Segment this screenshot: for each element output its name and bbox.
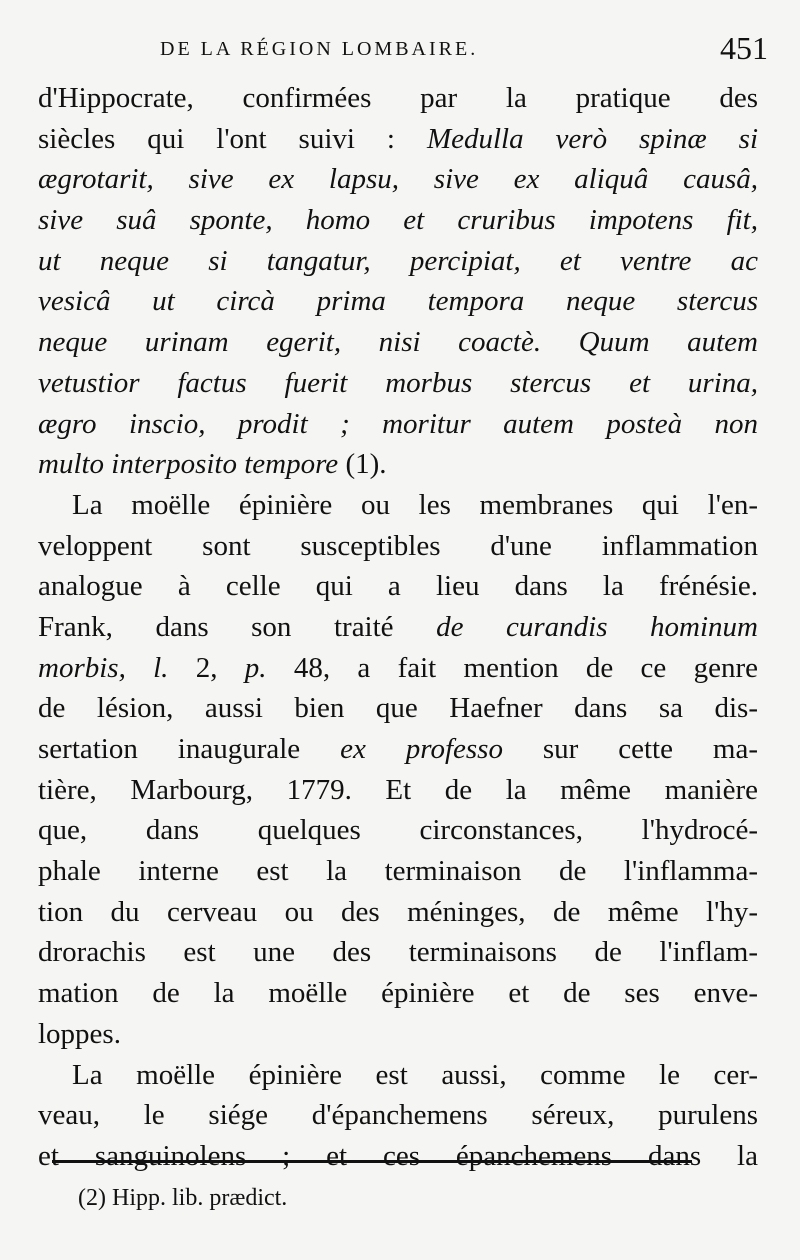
footnote-rule [52,1160,692,1163]
text-line-13: analogue à celle qui a lieu dans la frénésie. [38,570,758,603]
text-line-19: que, dans quelques circonstances, l'hydrocé- [38,814,758,847]
text-line-21: tion du cerveau ou des méninges, de même l'hy- [38,895,758,928]
text-line-2: siècles qui l'ont suivi : Medulla verò spinæ si [38,122,759,155]
text-line-23: mation de la moëlle épinière et de ses enve- [38,977,758,1010]
text-line-10: multo interposito tempore (1). [38,448,387,481]
text-line-26: veau, le siége d'épanchemens séreux, purulens [38,1099,758,1132]
body-text [38,78,758,1177]
text-line-15: morbis, l. 2, p. 48, a fait mention de ce genre [38,651,758,684]
text-line-5: ut neque si tangatur, percipiat, et ventre ac [38,244,758,277]
text-line-3: ægrotarit, sive ex lapsu, sive ex aliquâ causâ, [38,163,758,196]
text-line-9: ægro inscio, prodit ; moritur autem posteà non [38,407,758,440]
text-line-20: phale interne est la terminaison de l'inflamma- [38,855,758,888]
page-number: 451 [720,30,768,66]
text-line-11: La moëlle épinière ou les membranes qui l'en- [72,488,758,521]
text-line-1: d'Hippocrate, confirmées par la pratique des [38,82,758,114]
text-line-14: Frank, dans son traité de curandis hominum [38,610,758,643]
text-line-16: de lésion, aussi bien que Haefner dans sa dis- [38,692,758,725]
text-line-18: tière, Marbourg, 1779. Et de la même manière [38,773,758,806]
text-line-25: La moëlle épinière est aussi, comme le cer- [72,1058,758,1091]
text-line-22: drorachis est une des terminaisons de l'inflam- [38,936,758,969]
page-header [30,30,780,70]
text-line-24: loppes. [38,1017,121,1050]
text-line-17: sertation inaugurale ex professo sur cette ma- [38,733,758,765]
running-head: DE LA RÉGION LOMBAIRE. [160,38,479,60]
text-line-6: vesicâ ut circà prima tempora neque stercus [38,285,758,318]
text-line-8: vetustior factus fuerit morbus stercus et urina, [38,366,758,399]
text-line-7: neque urinam egerit, nisi coactè. Quum autem [38,326,758,359]
text-line-27: et sanguinolens ; et ces épanchemens dans la [38,1139,758,1172]
text-line-4: sive suâ sponte, homo et cruribus impotens fit, [38,204,758,237]
footnote: (2) Hipp. lib. prædict. [78,1185,288,1211]
text-line-12: veloppent sont susceptibles d'une inflammation [38,529,758,562]
